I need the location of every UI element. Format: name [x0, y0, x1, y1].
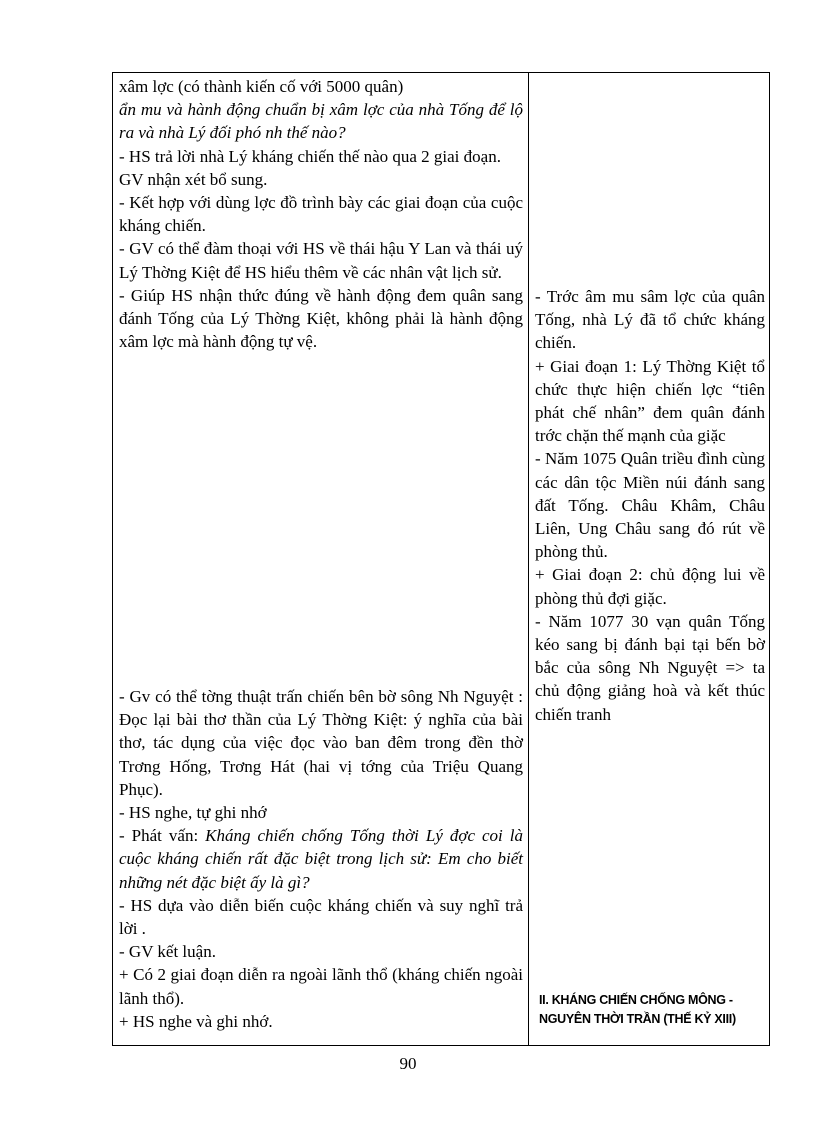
paragraph: - Trớc âm mu sâm lợc của quân Tống, nhà Lý đã tổ chức kháng chiến.: [535, 287, 765, 353]
left-activities-block-1: [119, 75, 523, 353]
paragraph: - Năm 1075 Quân triều đình cùng các dân tộc Miền núi đánh sang đất Tống. Châu Khâm, Châu Liên, Ung Châu sang đó rút về phòng thủ.: [535, 449, 765, 562]
paragraph: xâm lợc (có thành kiến cố với 5000 quân): [119, 77, 404, 96]
paragraph: + Giai đoạn 2: chủ động lui về phòng thủ đợi giặc.: [535, 565, 765, 608]
heading-line-2: NGUYÊN THỜI TRẦN (THẾ KỶ XIII): [539, 1012, 736, 1026]
paragraph: - Giúp HS nhận thức đúng về hành động đem quân sang đánh Tống của Lý Thờng Kiệt, không phải là hành động xâm lợc mà hành động tự vệ.: [119, 285, 523, 352]
paragraph: + Có 2 giai đoạn diễn ra ngoài lãnh thổ (kháng chiến ngoài lãnh thổ).: [119, 965, 523, 1008]
section-heading: [539, 991, 765, 1029]
left-activities-block-2: [119, 685, 523, 1033]
question-paragraph: [119, 824, 523, 894]
paragraph: - Kết hợp với dùng lợc đồ trình bày các giai đoạn của cuộc kháng chiến.: [119, 193, 523, 236]
paragraph: - GV kết luận.: [119, 942, 216, 962]
paragraph: + Giai đoạn 1: Lý Thờng Kiệt tổ chức thực hiện chiến lợc “tiên phát chế nhân” đem quân đánh trớc chặn thế mạnh của giặc: [535, 356, 765, 446]
paragraph: - Năm 1077 30 vạn quân Tống kéo sang bị đánh bại tại bến bờ bắc của sông Nh Nguyệt => ta chủ động giảng hoà và kết thúc chiến tranh: [535, 611, 765, 724]
heading-line-1: II. KHÁNG CHIẾN CHỐNG MÔNG -: [539, 993, 733, 1007]
paragraph: - HS trả lời nhà Lý kháng chiến thế nào qua 2 giai đoạn.: [119, 146, 501, 166]
paragraph: - HS nghe, tự ghi nhớ: [119, 803, 267, 823]
paragraph: + HS nghe và ghi nhớ.: [119, 1011, 273, 1031]
paragraph: - Gv có thể tờng thuật trấn chiến bên bờ sông Nh Nguyệt : Đọc lại bài thơ thần của Lý Thờng Kiệt: ý nghĩa của bài thơ, tác dụng của việc đọc vào ban đêm trong đền thờ Trơng Hống, Trơng Hát (hai vị tớng của Triệu Quang Phục).: [119, 687, 523, 799]
page-number: 90: [399, 1054, 417, 1073]
right-column-content: [535, 73, 765, 1041]
question-prefix: - Phát vấn:: [119, 826, 206, 846]
column-divider: [528, 73, 529, 1045]
right-content-block: [535, 285, 765, 726]
question-text: Kháng chiến chống Tống thời Lý đợc coi là cuộc kháng chiến rất đặc biệt trong lịch sử: Em cho biết những nét đặc biệt ấy là gì?: [119, 826, 523, 892]
lesson-table: [112, 72, 770, 1046]
question-paragraph: ẩn mu và hành động chuẩn bị xâm lợc của nhà Tống để lộ ra và nhà Lý đối phó nh thế nào?: [119, 100, 523, 143]
paragraph: - GV có thể đàm thoại với HS về thái hậu Y Lan và thái uý Lý Thờng Kiệt để HS hiểu thêm về các nhân vật lịch sử.: [119, 239, 523, 282]
left-column-activities: [119, 75, 523, 1043]
paragraph: - HS dựa vào diễn biến cuộc kháng chiến và suy nghĩ trả lời .: [119, 895, 523, 939]
paragraph: GV nhận xét bổ sung.: [119, 169, 268, 189]
